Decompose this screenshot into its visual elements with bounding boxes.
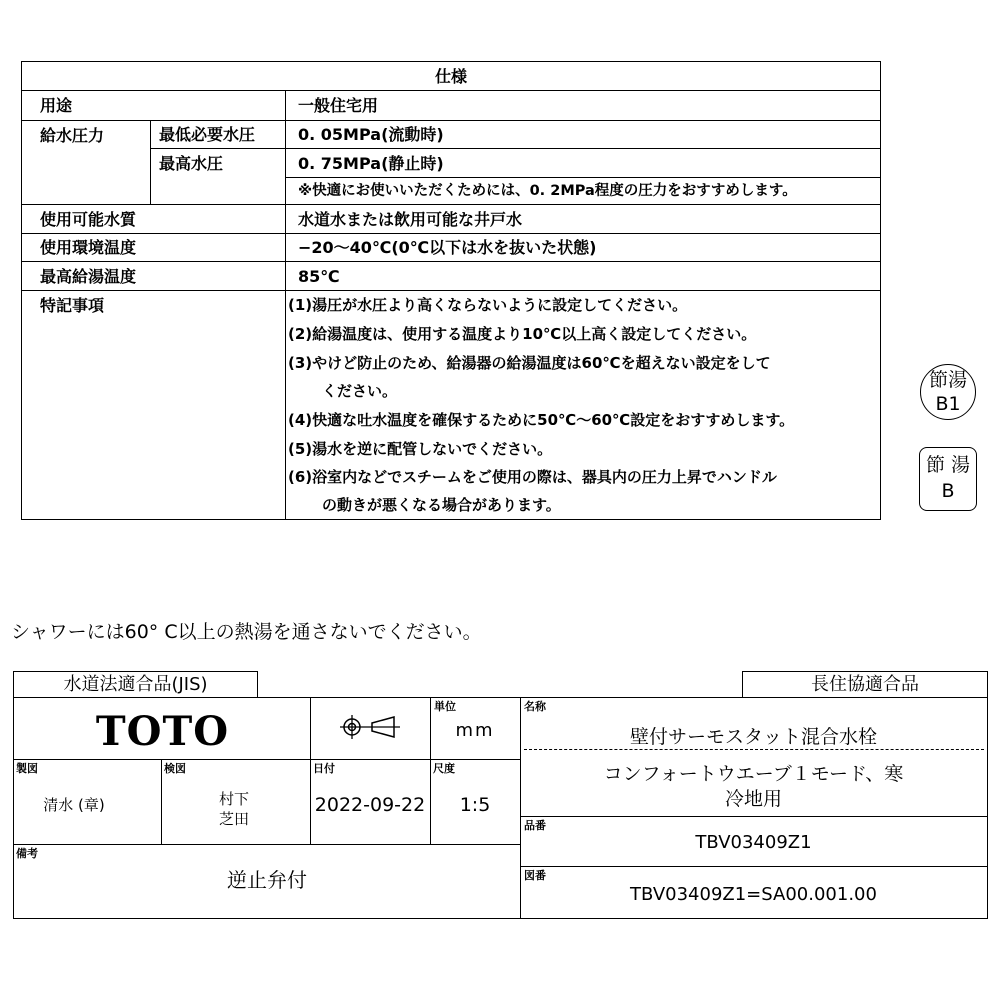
supply-pressure-label: 給水圧力 bbox=[40, 126, 105, 145]
use-label: 用途 bbox=[40, 96, 73, 115]
date-label: 日付 bbox=[313, 762, 335, 775]
pressure-note: ※快適にお使いいただくためには、0. 2MPa程度の圧力をおすすめします。 bbox=[298, 183, 797, 199]
spec-title: 仕様 bbox=[434, 67, 467, 86]
setsuyu-b-badge bbox=[919, 447, 977, 511]
drawing-no-label: 図番 bbox=[524, 869, 546, 882]
checked-by-1: 村下 bbox=[218, 790, 249, 808]
min-pressure-value: 0. 05MPa(流動時) bbox=[298, 125, 444, 144]
note-item: の動きが悪くなる場合があります。 bbox=[322, 496, 561, 514]
drawn-label: 製図 bbox=[16, 762, 38, 775]
unit-value: mm bbox=[455, 720, 495, 741]
badge-top-text: 節 湯 bbox=[925, 454, 971, 476]
max-hot-label: 最高給湯温度 bbox=[40, 267, 137, 286]
env-temp-label: 使用環境温度 bbox=[40, 238, 137, 257]
remarks-label: 備考 bbox=[16, 847, 38, 860]
note-item: (6)浴室内などでスチームをご使用の際は、器具内の圧力上昇でハンドル bbox=[288, 468, 777, 486]
part-no-value: TBV03409Z1 bbox=[695, 832, 812, 853]
use-value: 一般住宅用 bbox=[298, 96, 379, 115]
note-item: (1)湯圧が水圧より高くならないように設定してください。 bbox=[288, 296, 688, 314]
title-block bbox=[13, 697, 988, 919]
chojukyo-compliance-tab: 長住協適合品 bbox=[742, 671, 988, 698]
unit-label: 単位 bbox=[434, 700, 456, 713]
water-quality-value: 水道水または飲用可能な井戸水 bbox=[298, 210, 523, 229]
badge-bottom-text: B1 bbox=[935, 393, 961, 415]
water-quality-label: 使用可能水質 bbox=[40, 210, 137, 229]
toto-logo: TOTO bbox=[95, 708, 230, 755]
badge-top-text: 節湯 bbox=[928, 369, 967, 391]
product-series-cont: 冷地用 bbox=[724, 788, 782, 810]
scale-value: 1:5 bbox=[459, 794, 491, 816]
product-series: コンフォートウエーブ１モード、寒 bbox=[603, 763, 904, 785]
drawn-by: 清水 (章) bbox=[43, 796, 105, 814]
note-item: (2)給湯温度は、使用する温度より10℃以上高く設定してください。 bbox=[288, 325, 757, 343]
spec-table bbox=[21, 61, 881, 520]
setsuyu-b1-badge bbox=[920, 364, 976, 420]
remarks-value: 逆止弁付 bbox=[227, 868, 307, 892]
product-name: 壁付サーモスタット混合水栓 bbox=[629, 726, 877, 748]
note-item: (5)湯水を逆に配管しないでください。 bbox=[288, 440, 553, 458]
checked-by-2: 芝田 bbox=[218, 810, 249, 828]
note-item: (3)やけど防止のため、給湯器の給湯温度は60℃を超えない設定をして bbox=[288, 354, 771, 372]
part-no-label: 品番 bbox=[524, 819, 546, 832]
env-temp-value: −20〜40℃(0℃以下は水を抜いた状態) bbox=[298, 238, 597, 257]
note-item: ください。 bbox=[322, 382, 398, 400]
note-item: (4)快適な吐水温度を確保するために50℃〜60℃設定をおすすめします。 bbox=[288, 411, 795, 429]
scale-label: 尺度 bbox=[433, 762, 455, 775]
jis-compliance-tab: 水道法適合品(JIS) bbox=[13, 671, 258, 698]
max-hot-value: 85℃ bbox=[298, 267, 340, 286]
shower-warning: シャワーには60° C以上の熱湯を通さないでください。 bbox=[11, 621, 482, 643]
name-label: 名称 bbox=[524, 700, 546, 713]
checked-label: 検図 bbox=[164, 762, 186, 775]
notes-label: 特記事項 bbox=[40, 296, 105, 315]
drawing-no-value: TBV03409Z1=SA00.001.00 bbox=[630, 884, 877, 905]
badge-bottom-text: B bbox=[941, 480, 955, 502]
third-angle-projection-icon bbox=[338, 712, 402, 742]
min-pressure-label: 最低必要水圧 bbox=[159, 125, 256, 144]
max-pressure-label: 最高水圧 bbox=[159, 154, 224, 173]
max-pressure-value: 0. 75MPa(静止時) bbox=[298, 154, 444, 173]
date-value: 2022-09-22 bbox=[314, 794, 426, 816]
